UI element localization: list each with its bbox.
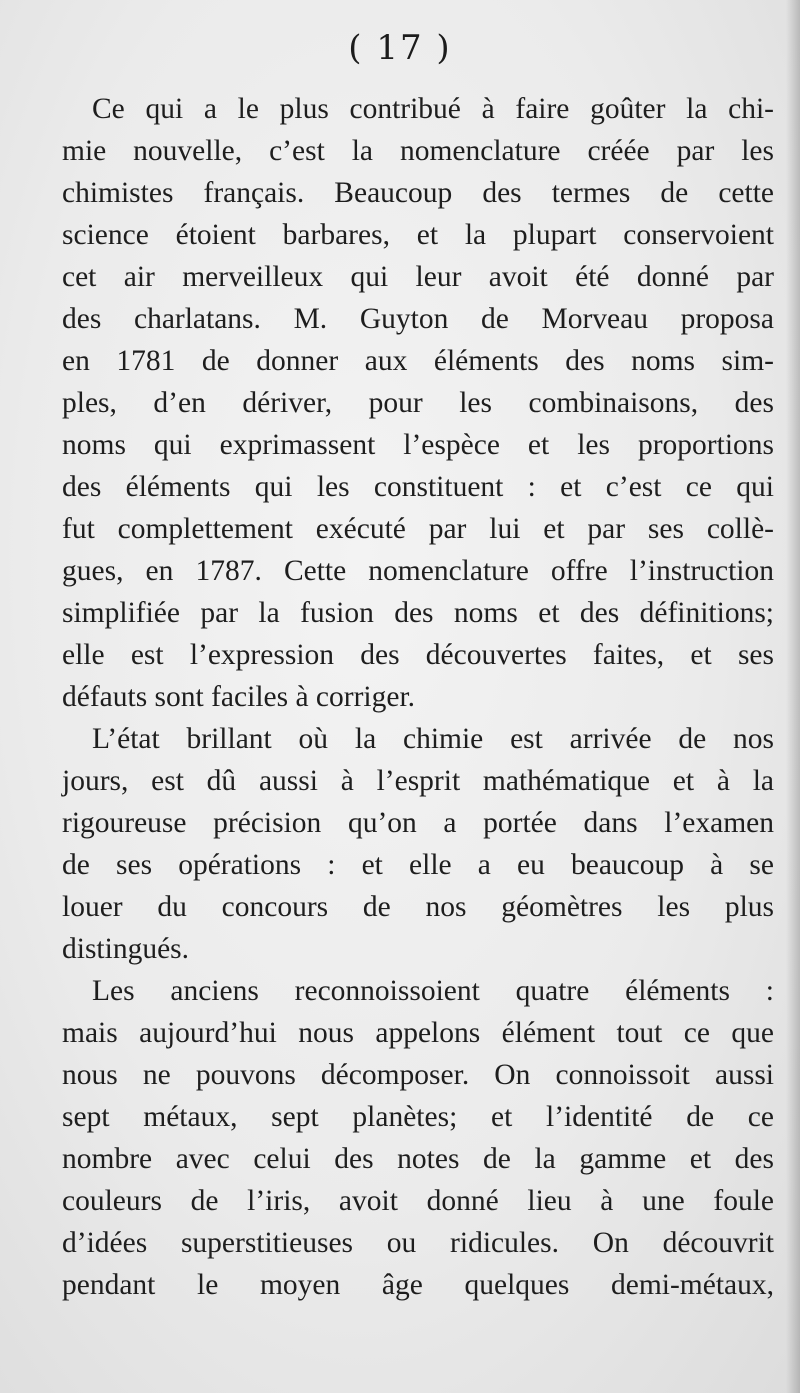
- text-line: ples, d’en dériver, pour les combinaisons, des: [62, 387, 774, 419]
- text-line: chimistes français. Beaucoup des termes de cette: [62, 177, 774, 209]
- text-line: elle est l’expression des découvertes faites, et ses: [62, 639, 774, 671]
- text-line: noms qui exprimassent l’espèce et les proportions: [62, 429, 774, 461]
- text-line: sept métaux, sept planètes; et l’identité de ce: [62, 1101, 774, 1133]
- text-line: d’idées superstitieuses ou ridicules. On découvrit: [62, 1227, 774, 1259]
- text-line: pendant le moyen âge quelques demi-métaux,: [62, 1269, 774, 1301]
- text-line: des charlatans. M. Guyton de Morveau proposa: [62, 303, 774, 335]
- text-line: défauts sont faciles à corriger.: [62, 681, 416, 713]
- text-line: nombre avec celui des notes de la gamme et des: [62, 1143, 774, 1175]
- text-line: Ce qui a le plus contribué à faire goûter la chi-: [92, 93, 774, 125]
- page-edge-shadow: [786, 0, 800, 1393]
- text-line: fut complettement exécuté par lui et par ses collè-: [62, 513, 774, 545]
- text-line: en 1781 de donner aux éléments des noms sim-: [62, 345, 774, 377]
- text-line: mais aujourd’hui nous appelons élément tout ce que: [62, 1017, 774, 1049]
- text-line: mie nouvelle, c’est la nomenclature créée par les: [62, 135, 774, 167]
- text-line: louer du concours de nos géomètres les plus: [62, 891, 774, 923]
- text-line: L’état brillant où la chimie est arrivée de nos: [92, 723, 774, 755]
- text-line: distingués.: [62, 933, 190, 965]
- paragraph-2: [62, 718, 774, 970]
- text-line: science étoient barbares, et la plupart conservoient: [62, 219, 774, 251]
- text-line: simplifiée par la fusion des noms et des définitions;: [62, 597, 774, 629]
- text-line: nous ne pouvons décomposer. On connoissoit aussi: [62, 1059, 774, 1091]
- page-number: ( 17 ): [348, 28, 452, 68]
- text-line: gues, en 1787. Cette nomenclature offre l’instruction: [62, 555, 774, 587]
- text-line: rigoureuse précision qu’on a portée dans l’examen: [62, 807, 774, 839]
- text-line: de ses opérations : et elle a eu beaucoup à se: [62, 849, 774, 881]
- body-text: [62, 88, 774, 1306]
- paragraph-3: [62, 970, 774, 1306]
- text-line: couleurs de l’iris, avoit donné lieu à une foule: [62, 1185, 774, 1217]
- text-line: cet air merveilleux qui leur avoit été donné par: [62, 261, 774, 293]
- text-line: Les anciens reconnoissoient quatre éléments :: [92, 975, 774, 1007]
- paragraph-1: [62, 88, 774, 718]
- text-line: des éléments qui les constituent : et c’est ce qui: [62, 471, 774, 503]
- text-line: jours, est dû aussi à l’esprit mathématique et à la: [62, 765, 774, 797]
